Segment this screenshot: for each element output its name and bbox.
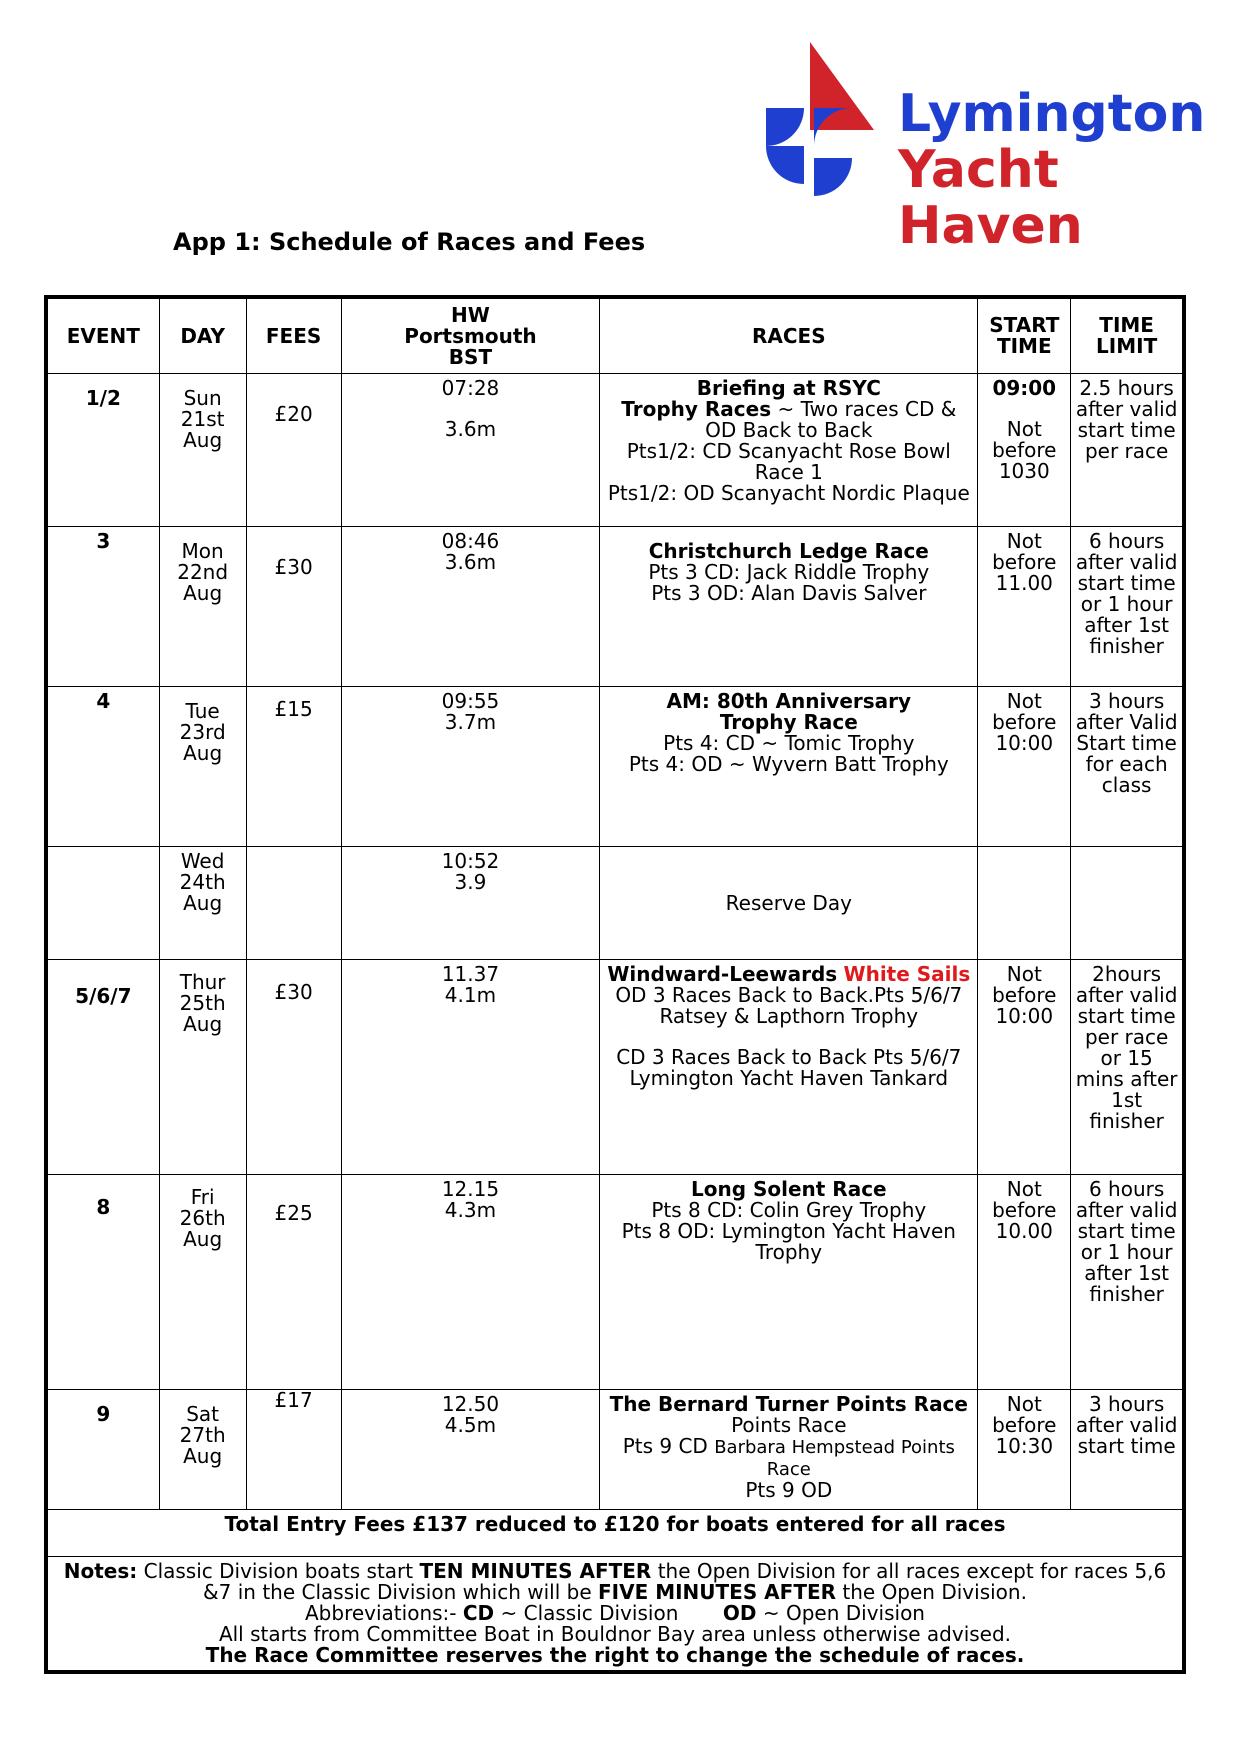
day-line: Mon <box>181 539 224 563</box>
table-row <box>46 1175 1184 1390</box>
day-line: Aug <box>183 1227 223 1251</box>
race-title: Briefing at RSYC <box>696 376 881 400</box>
race-title: Trophy Race <box>719 710 858 734</box>
hw-time: 12.50 <box>441 1392 500 1416</box>
start-cell: Not before 10:00 <box>978 687 1071 847</box>
race-line: Pts1/2: CD Scanyacht Rose Bowl Race 1 <box>626 439 951 484</box>
limit-cell: 6 hours after valid start time or 1 hour after 1st finisher <box>1071 1175 1184 1390</box>
hw-height: 4.5m <box>444 1413 497 1437</box>
start-cell: Not before 10.00 <box>978 1175 1071 1390</box>
race-line: Pts 8 OD: Lymington Yacht Haven Trophy <box>621 1219 956 1264</box>
day-line: Aug <box>183 741 223 765</box>
start-time-bold: 09:00 <box>992 376 1057 400</box>
hw-cell <box>341 960 600 1175</box>
hw-cell <box>341 374 600 527</box>
races-cell <box>600 1175 978 1390</box>
notes-text: Classic Division boats start <box>137 1559 420 1583</box>
hw-height: 3.6m <box>444 417 497 441</box>
races-cell <box>600 1390 978 1510</box>
header-limit <box>1071 297 1184 374</box>
hw-time: 08:46 <box>441 529 500 553</box>
brand-name <box>898 86 1208 254</box>
fee-cell: £15 <box>246 687 341 847</box>
fee-cell: £30 <box>246 527 341 687</box>
race-line-b: Barbara Hempstead Points Race <box>714 1437 955 1480</box>
race-line: Pts1/2: OD Scanyacht Nordic Plaque <box>607 481 970 505</box>
limit-cell: 3 hours after valid start time <box>1071 1390 1184 1510</box>
race-title-bold: Windward-Leewards <box>607 962 838 986</box>
notes-text: the Open Division. <box>836 1580 1027 1604</box>
header-event: EVENT <box>46 297 159 374</box>
limit-cell: 6 hours after valid start time or 1 hour after 1st finisher <box>1071 527 1184 687</box>
event-cell <box>46 847 159 960</box>
race-line: Pts 3 OD: Alan Davis Salver <box>651 581 927 605</box>
hw-cell <box>341 1390 600 1510</box>
event-cell: 4 <box>46 687 159 847</box>
day-line: 22nd <box>177 560 229 584</box>
day-line: 23rd <box>179 720 226 744</box>
day-line: 21st <box>180 407 225 431</box>
hw-height: 3.6m <box>444 550 497 574</box>
race-subtitle-bold: Trophy Races <box>621 397 772 421</box>
race-line: Pts 4: OD ~ Wyvern Batt Trophy <box>628 752 949 776</box>
event-cell: 8 <box>46 1175 159 1390</box>
notes-emphasis: FIVE MINUTES AFTER <box>597 1580 837 1604</box>
notes-line: All starts from Committee Boat in Bouldnor Bay area unless otherwise advised. <box>218 1622 1012 1646</box>
race-subtitle-rest: ~ Two races CD & OD Back to Back <box>705 397 957 442</box>
hw-time: 10:52 <box>441 849 500 873</box>
table-row <box>46 1390 1184 1510</box>
hw-height: 3.9 <box>454 870 487 894</box>
header-limit-line: LIMIT <box>1096 334 1158 358</box>
notes-row <box>46 1557 1184 1673</box>
notes-label: Notes: <box>63 1559 138 1583</box>
table-row <box>46 960 1184 1175</box>
race-title: Long Solent Race <box>690 1177 887 1201</box>
header-hw <box>341 297 600 374</box>
start-cell <box>978 374 1071 527</box>
brand-line2: Yacht Haven <box>898 140 1083 256</box>
race-line <box>603 1436 974 1480</box>
header-hw-line: Portsmouth <box>404 323 537 348</box>
hw-cell <box>341 687 600 847</box>
race-title <box>603 964 974 985</box>
event-cell: 1/2 <box>46 374 159 527</box>
race-line: Pts 4: CD ~ Tomic Trophy <box>663 731 915 755</box>
fee-cell: £30 <box>246 960 341 1175</box>
race-line: CD 3 Races Back to Back Pts 5/6/7 <box>616 1045 962 1069</box>
races-cell <box>600 374 978 527</box>
notes-line: The Race Committee reserves the right to change the schedule of races. <box>205 1643 1025 1667</box>
header-start-line: TIME <box>996 334 1052 358</box>
race-line: Lymington Yacht Haven Tankard <box>629 1066 949 1090</box>
day-line: Thur <box>179 970 226 994</box>
total-fees: Total Entry Fees £137 reduced to £120 for boats entered for all races <box>46 1510 1184 1557</box>
race-title: Christchurch Ledge Race <box>648 539 929 563</box>
event-cell: 9 <box>46 1390 159 1510</box>
race-subtitle <box>603 399 974 441</box>
race-title-red: White Sails <box>843 962 971 986</box>
day-line: Aug <box>183 581 223 605</box>
race-line-a: Pts 9 CD <box>622 1434 715 1458</box>
race-line: Pts 3 CD: Jack Riddle Trophy <box>648 560 930 584</box>
brand-line1: Lymington <box>898 84 1206 144</box>
limit-cell <box>1071 847 1184 960</box>
race-line: Ratsey & Lapthorn Trophy <box>659 1004 919 1028</box>
hw-cell <box>341 1175 600 1390</box>
fee-cell <box>246 847 341 960</box>
day-line: 27th <box>179 1423 226 1447</box>
limit-cell: 2hours after valid start time per race or 15 mins after 1st finisher <box>1071 960 1184 1175</box>
notes-cell <box>46 1557 1184 1673</box>
fee-cell: £20 <box>246 374 341 527</box>
start-cell: Not before 10:00 <box>978 960 1071 1175</box>
hw-cell <box>341 527 600 687</box>
notes-paragraph <box>51 1561 1179 1603</box>
day-line: Wed <box>180 849 225 873</box>
race-title: The Bernard Turner Points Race <box>609 1392 968 1416</box>
notes-emphasis: TEN MINUTES AFTER <box>419 1559 652 1583</box>
hw-time: 07:28 <box>441 376 500 400</box>
fee-cell: £17 <box>246 1390 341 1510</box>
race-line: OD 3 Races Back to Back.Pts 5/6/7 <box>615 983 963 1007</box>
header-day: DAY <box>159 297 246 374</box>
table-header-row <box>46 297 1184 374</box>
day-line: Tue <box>185 699 220 723</box>
page-title: App 1: Schedule of Races and Fees <box>173 228 646 256</box>
day-cell <box>159 847 246 960</box>
race-line: Pts 9 OD <box>745 1478 833 1502</box>
event-cell: 3 <box>46 527 159 687</box>
sail-logo-icon <box>748 42 878 202</box>
race-line: Pts 8 CD: Colin Grey Trophy <box>651 1198 927 1222</box>
day-cell <box>159 527 246 687</box>
header-start-line: START <box>989 313 1060 337</box>
abbr-od: OD <box>722 1601 757 1625</box>
race-line: Points Race <box>731 1413 847 1437</box>
day-line: 25th <box>179 991 226 1015</box>
day-line: Aug <box>183 1444 223 1468</box>
event-cell: 5/6/7 <box>46 960 159 1175</box>
day-line: 24th <box>179 870 226 894</box>
header-start <box>978 297 1071 374</box>
header-hw-line: HW <box>451 302 490 327</box>
hw-height: 4.1m <box>444 983 497 1007</box>
day-line: Aug <box>183 1012 223 1036</box>
day-line: Sat <box>186 1402 220 1426</box>
hw-time: 09:55 <box>441 689 500 713</box>
races-cell <box>600 960 978 1175</box>
header-fees: FEES <box>246 297 341 374</box>
day-cell <box>159 374 246 527</box>
fee-cell: £25 <box>246 1175 341 1390</box>
schedule-table <box>44 295 1186 1674</box>
header-hw-line: BST <box>448 344 493 369</box>
day-cell <box>159 687 246 847</box>
hw-height: 4.3m <box>444 1198 497 1222</box>
day-line: Aug <box>183 891 223 915</box>
header-limit-line: TIME <box>1099 313 1154 337</box>
notes-text: the Open Division for all races except for races 5,6 &7 in the Classic Division which will be <box>203 1559 1167 1604</box>
abbr-od-text: ~ Open Division <box>756 1601 925 1625</box>
table-row <box>46 687 1184 847</box>
abbr-cd-text: ~ Classic Division <box>494 1601 723 1625</box>
abbr-label: Abbreviations:- <box>305 1601 463 1625</box>
race-title: AM: 80th Anniversary <box>666 689 912 713</box>
day-cell <box>159 1175 246 1390</box>
limit-cell: 3 hours after Valid Start time for each class <box>1071 687 1184 847</box>
start-cell <box>978 847 1071 960</box>
races-cell <box>600 527 978 687</box>
table-row <box>46 374 1184 527</box>
day-line: Sun <box>183 386 222 410</box>
header-races: RACES <box>600 297 978 374</box>
total-row <box>46 1510 1184 1557</box>
day-line: Fri <box>190 1185 215 1209</box>
day-cell <box>159 960 246 1175</box>
day-line: Aug <box>183 428 223 452</box>
day-line: 26th <box>179 1206 226 1230</box>
start-cell: Not before 11.00 <box>978 527 1071 687</box>
hw-time: 11.37 <box>441 962 500 986</box>
races-cell <box>600 687 978 847</box>
start-cell: Not before 10:30 <box>978 1390 1071 1510</box>
notes-abbreviations <box>51 1603 1179 1624</box>
limit-cell: 2.5 hours after valid start time per race <box>1071 374 1184 527</box>
table-row <box>46 527 1184 687</box>
start-time-text: Not before 1030 <box>992 417 1057 483</box>
hw-height: 3.7m <box>444 710 497 734</box>
brand-logo <box>748 42 1208 256</box>
hw-cell <box>341 847 600 960</box>
table-row <box>46 847 1184 960</box>
hw-time: 12.15 <box>441 1177 500 1201</box>
abbr-cd: CD <box>462 1601 495 1625</box>
races-cell: Reserve Day <box>600 847 978 960</box>
day-cell <box>159 1390 246 1510</box>
